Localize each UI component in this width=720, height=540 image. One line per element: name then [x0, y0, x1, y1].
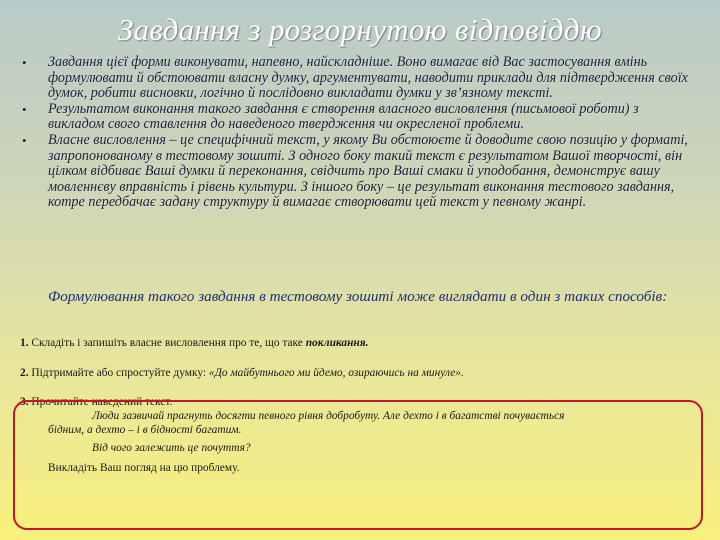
- task-text: Підтримайте або спростуйте думку:: [28, 367, 209, 379]
- task-number: 3.: [20, 396, 29, 408]
- bullet-item: [22, 102, 692, 133]
- task-3-quote: [48, 410, 688, 438]
- task-number: 2.: [20, 367, 29, 379]
- bullet-icon: •: [22, 132, 27, 148]
- task-1: [20, 337, 710, 350]
- task-text: Складіть і запишіть власне висловлення про те, що таке: [28, 337, 306, 349]
- bullet-text: Власне висловлення – це специфічний текст, у якому Ви обстоюєте й доводите свою позицію у форматі, запропонованому в тестовому зошиті. З одного боку такий текст є результатом Вашої творчості, він цілком відбиває Ваші думки й переконання, свідчить про Ваші смаки й уподобання, демонструє вашу мовленнєву вправність і рівень культури. З іншого боку – це результат виконання тестового завдання, котре передбачає задану структуру й вимагає створювати цей текст у певному жанрі.: [48, 131, 688, 211]
- task-3-question: Від чого залежить це почуття?: [92, 442, 251, 454]
- intro-text: Формулювання такого завдання в тестовому зошиті може виглядати в один з таких способів:: [48, 288, 668, 305]
- task-text: Прочитайте наведений текст.: [28, 396, 173, 408]
- bullet-text: Результатом виконання такого завдання є створення власного висловлення (письмової роботи) з викладом свого ставлення до наведеного твердження чи окресленої проблеми.: [48, 100, 639, 133]
- bullet-item: [22, 55, 692, 102]
- task-3-instruction: Викладіть Ваш погляд на цю проблему.: [48, 462, 240, 474]
- slide-title: Завдання з розгорнутою відповіддю: [117, 12, 602, 47]
- bullet-icon: •: [22, 55, 27, 70]
- task-number: 1.: [20, 337, 29, 349]
- quote-line: Люди зазвичай прагнуть досягти певного рівня добробуту. Але дехто і в багатстві почувається: [92, 410, 565, 422]
- quote-line: бідним, а дехто – і в бідності багатим.: [48, 423, 242, 436]
- bullet-icon: •: [22, 101, 27, 117]
- task-emphasis: покликання.: [305, 337, 369, 349]
- task-2: [20, 367, 710, 380]
- bullet-text: Завдання цієї форми виконувати, напевно, найскладніше. Воно вимагає від Вас застосування вмінь формулювати й обстоювати власну думку, аргументувати, наводити приклади для підтвердження своїх думок, робити висновки, логічно й послідовно викладати думки у зв’язному тексті.: [48, 54, 688, 102]
- task-quote: «До майбутнього ми йдемо, озираючись на минуле».: [208, 367, 464, 379]
- bullet-item: [22, 133, 692, 211]
- bullet-list: [22, 55, 692, 211]
